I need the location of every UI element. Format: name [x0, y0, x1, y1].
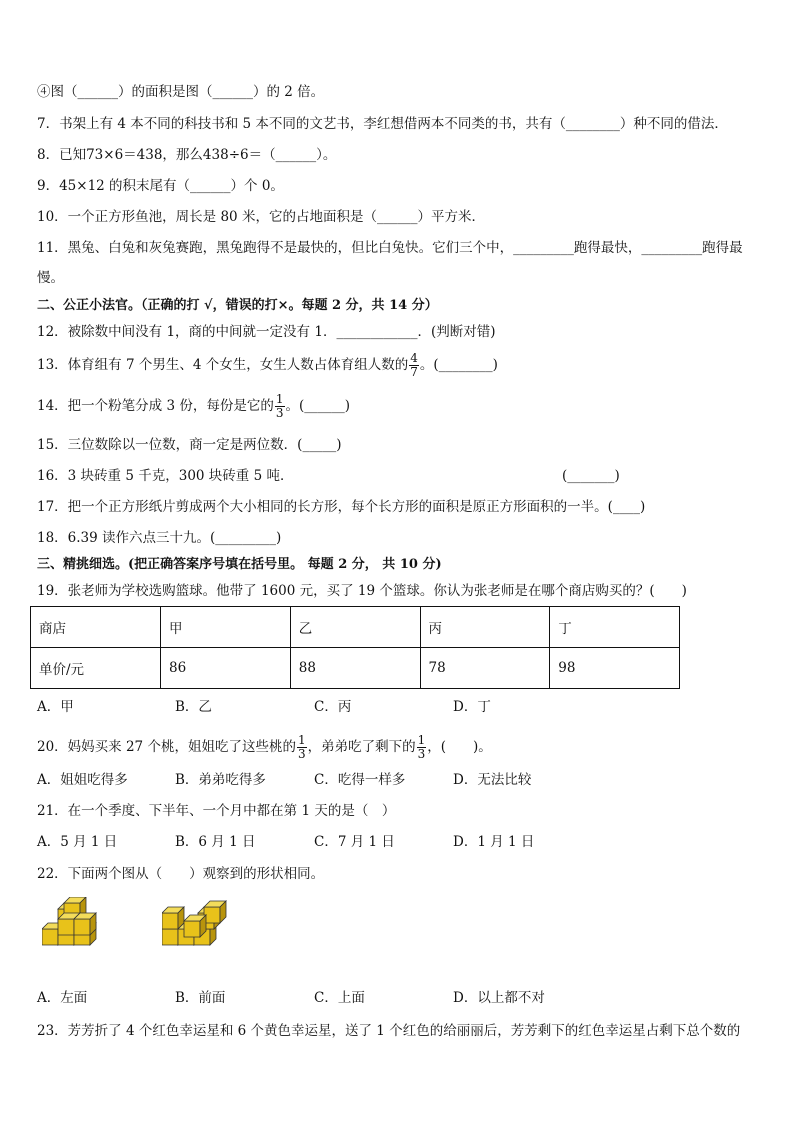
question-12: 12．被除数中间没有 1，商的中间就一定没有 1．____________．(判断对错) [37, 324, 496, 340]
question-11-cont: 慢。 [37, 270, 64, 286]
numerator: 1 [417, 733, 426, 747]
q14-answer: 。(______) [285, 398, 351, 414]
question-21: 21．在一个季度、下半年、一个月中都在第 1 天的是（ ） [37, 803, 396, 819]
q21-option-a: A．5 月 1 日 [37, 834, 118, 850]
question-8: 8．已知73×6＝438，那么438÷6＝（______）。 [37, 147, 337, 163]
question-20 [37, 734, 492, 761]
table-cell: 78 [420, 648, 550, 689]
table-cell: 单价/元 [31, 648, 161, 689]
numerator: 4 [410, 351, 418, 365]
fraction [417, 734, 427, 761]
cube [184, 915, 206, 937]
q19-option-c: C．丙 [314, 699, 352, 715]
q6-part4: ④图（______）的面积是图（______）的 2 倍。 [37, 84, 325, 100]
q20-text: 20．妈妈买来 27 个桃，姐姐吃了这些桃的 [37, 739, 296, 755]
question-10: 10．一个正方形鱼池，周长是 80 米，它的占地面积是（______）平方米． [37, 209, 485, 225]
table-cell: 98 [550, 648, 680, 689]
price-table [30, 606, 680, 689]
denominator: 3 [297, 747, 306, 761]
q21-option-c: C．7 月 1 日 [314, 834, 395, 850]
cube [74, 913, 96, 935]
table-cell: 丁 [550, 607, 680, 648]
cube-figure-right [162, 897, 228, 947]
question-13 [37, 352, 498, 379]
q14-text: 14．把一个粉笔分成 3 份，每份是它的 [37, 398, 274, 414]
question-22: 22．下面两个图从（ ）观察到的形状相同。 [37, 866, 325, 882]
q21-option-d: D．1 月 1 日 [453, 834, 535, 850]
cube [162, 907, 184, 929]
q20-option-c: C．吃得一样多 [314, 772, 406, 788]
denominator: 3 [275, 406, 284, 420]
table-cell: 88 [290, 648, 420, 689]
denominator: 7 [410, 365, 418, 379]
q13-answer: 。(________) [419, 357, 498, 373]
q13-text: 13．体育组有 7 个男生、4 个女生，女生人数占体育组人数的 [37, 357, 409, 373]
q21-option-b: B．6 月 1 日 [175, 834, 256, 850]
section-2-title: 二、公正小法官。（正确的打 √，错误的打×。每题 2 分，共 14 分） [37, 298, 438, 313]
table-cell: 乙 [290, 607, 420, 648]
question-18: 18．6.39 读作六点三十九。(_________) [37, 530, 282, 546]
fraction [297, 734, 307, 761]
cube [204, 901, 226, 923]
table-row [31, 607, 680, 648]
fraction [409, 352, 419, 379]
q20-option-a: A．姐姐吃得多 [37, 772, 128, 788]
numerator: 1 [297, 733, 306, 747]
table-cell: 86 [161, 648, 291, 689]
question-15: 15．三位数除以一位数，商一定是两位数．(_____) [37, 437, 342, 453]
denominator: 3 [417, 747, 426, 761]
question-7: 7．书架上有 4 本不同的科技书和 5 本不同的文艺书，李红想借两本不同类的书，共有（________）种不同的借法． [37, 116, 728, 132]
q22-option-c: C．上面 [314, 990, 365, 1006]
table-cell: 甲 [161, 607, 291, 648]
question-9: 9．45×12 的积末尾有（______）个 0。 [37, 178, 284, 194]
cube-figure-left [42, 897, 104, 947]
question-23: 23．芳芳折了 4 个红色幸运星和 6 个黄色幸运星，送了 1 个红色的给丽丽后，芳芳剩下的红色幸运星占剩下总个数的 [37, 1023, 741, 1039]
q19-option-d: D．丁 [453, 699, 491, 715]
question-16: 16．3 块砖重 5 千克，300 块砖重 5 吨． [37, 468, 294, 484]
q19-option-a: A．甲 [37, 699, 74, 715]
question-11: 11．黑兔、白兔和灰兔赛跑，黑兔跑得不是最快的，但比白兔快。它们三个中，_________跑得最快，_________跑得最 [37, 240, 743, 256]
numerator: 1 [275, 392, 284, 406]
table-cell: 商店 [31, 607, 161, 648]
q22-option-b: B．前面 [175, 990, 226, 1006]
q22-option-a: A．左面 [37, 990, 88, 1006]
q19-option-b: B．乙 [175, 699, 212, 715]
question-17: 17．把一个正方形纸片剪成两个大小相同的长方形，每个长方形的面积是原正方形面积的一半。(____) [37, 499, 646, 515]
q20-option-b: B．弟弟吃得多 [175, 772, 266, 788]
q20-option-d: D．无法比较 [453, 772, 532, 788]
q20-text-end: ，( )。 [427, 739, 492, 755]
q20-text-mid: ，弟弟吃了剩下的 [307, 739, 416, 755]
fraction [275, 393, 285, 420]
section-3-title: 三、精挑细选。(把正确答案序号填在括号里。 每题 2 分， 共 10 分) [37, 557, 442, 572]
question-14 [37, 393, 350, 420]
table-cell: 丙 [420, 607, 550, 648]
table-row [31, 648, 680, 689]
q22-option-d: D．以上都不对 [453, 990, 545, 1006]
question-16-answer: (_______) [562, 468, 620, 484]
question-19: 19．张老师为学校选购篮球。他带了 1600 元，买了 19 个篮球。你认为张老师是在哪个商店购买的？( ) [37, 583, 687, 599]
